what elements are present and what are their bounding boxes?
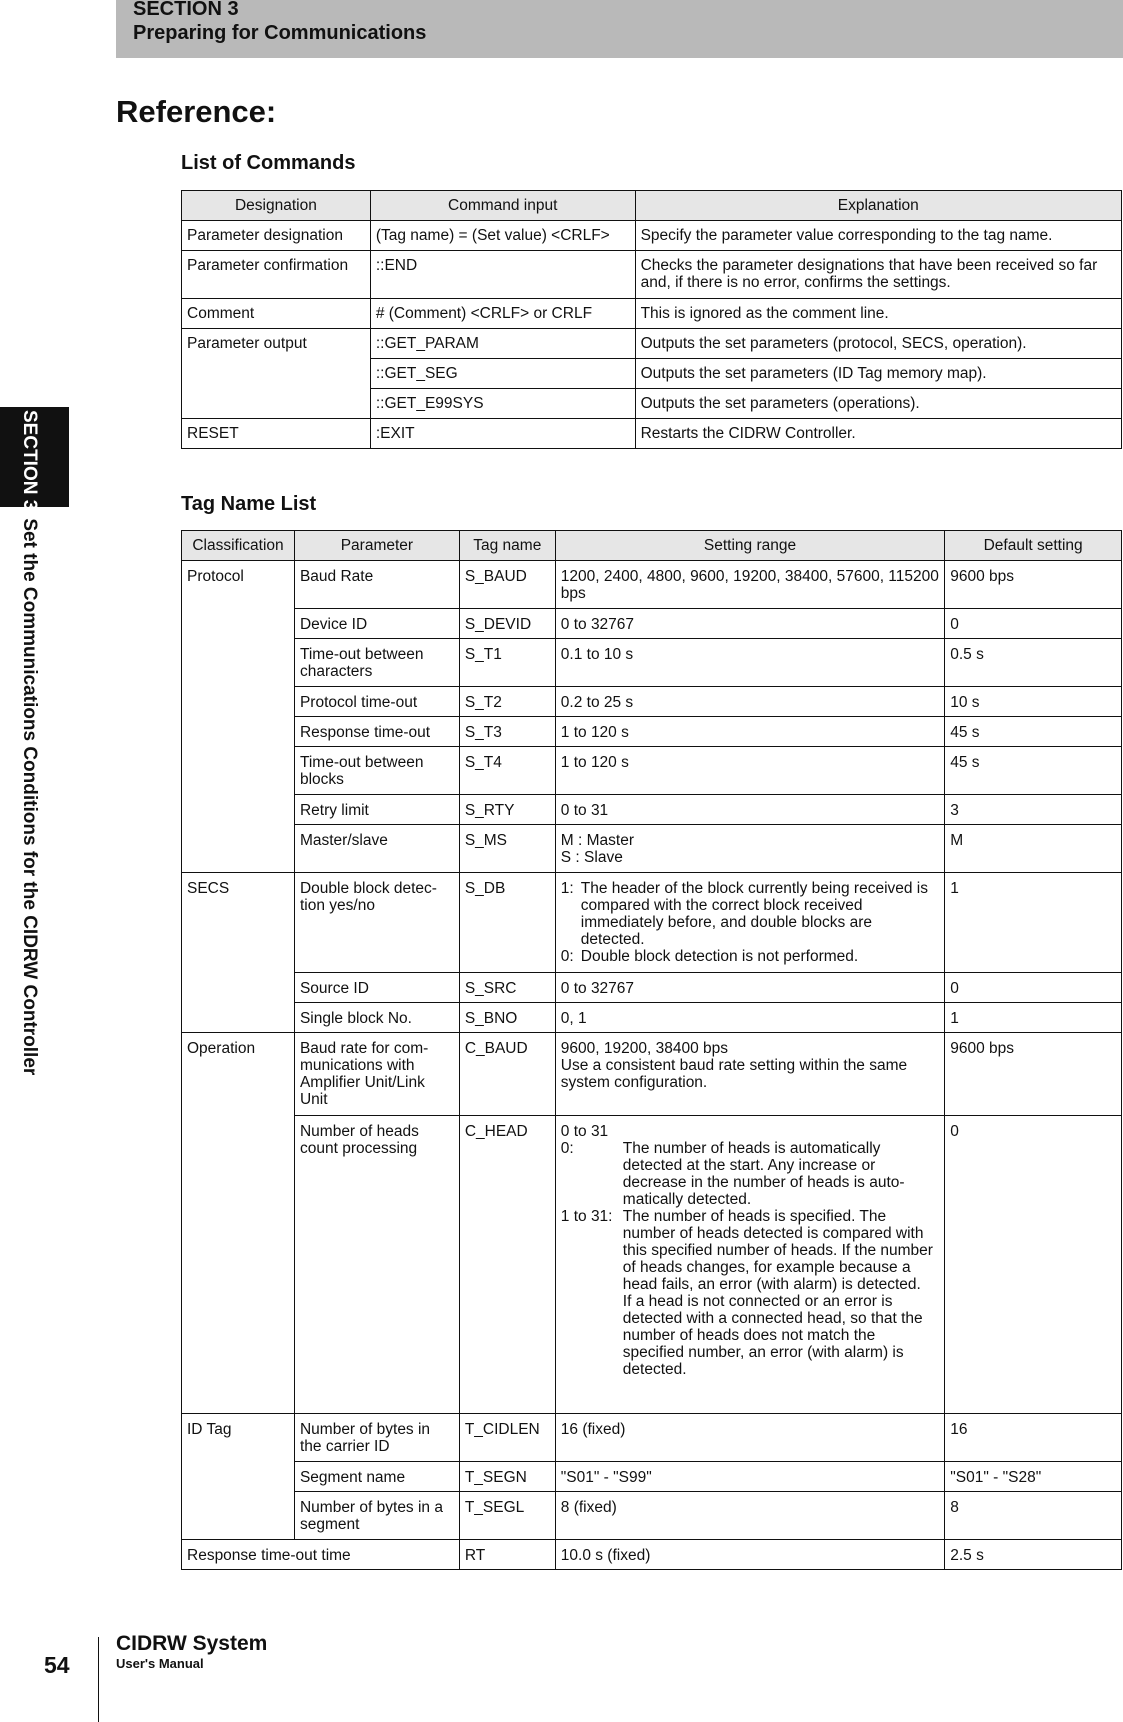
table-row xyxy=(182,717,1122,747)
cell: 1 xyxy=(945,1003,1122,1033)
table-row xyxy=(182,1492,1122,1540)
cell: 0 xyxy=(945,1116,1122,1414)
section-number: SECTION 3 xyxy=(133,0,239,20)
table-row xyxy=(182,221,1122,251)
table-row xyxy=(182,251,1122,299)
cell: S_T2 xyxy=(459,687,555,717)
cell: 0 xyxy=(945,973,1122,1003)
table-row xyxy=(182,687,1122,717)
cell: Device ID xyxy=(294,609,459,639)
table-row xyxy=(182,747,1122,795)
commands-header-row xyxy=(182,191,1122,221)
column-header: Setting range xyxy=(555,531,944,561)
footer-manual: User's Manual xyxy=(116,1656,204,1671)
range-item xyxy=(561,1293,939,1378)
cell: Comment xyxy=(182,299,371,329)
cell: 3 xyxy=(945,795,1122,825)
cell: S_BNO xyxy=(459,1003,555,1033)
cell: 16 xyxy=(945,1414,1122,1462)
cell: 1 xyxy=(945,873,1122,973)
cell: Baud rate for com-munications with Amplifier Unit/Link Unit xyxy=(294,1033,459,1116)
cell xyxy=(555,873,944,973)
cell: ::GET_PARAM xyxy=(370,329,635,359)
cell: 0 xyxy=(945,609,1122,639)
range-text: The number of heads is automatically detected at the start. Any increase or decrease in the number of heads is auto-matically detected. xyxy=(622,1140,905,1208)
cell: ::GET_E99SYS xyxy=(370,389,635,419)
cell: T_CIDLEN xyxy=(459,1414,555,1462)
cell: 16 (fixed) xyxy=(555,1414,944,1462)
table-row xyxy=(182,973,1122,1003)
range-text: The number of heads is specified. The number of heads detected is compared with this specified number of heads. If the number of heads changes, for example because a head fails, an error (with alarm) is detected. xyxy=(622,1208,933,1293)
range-label: 1 to 31: xyxy=(560,1208,613,1225)
table-row xyxy=(182,795,1122,825)
page-heading: Reference: xyxy=(116,94,277,129)
range-item xyxy=(561,880,939,948)
range-item xyxy=(561,1208,939,1293)
cell: # (Comment) <CRLF> or CRLF xyxy=(370,299,635,329)
cell: 10 s xyxy=(945,687,1122,717)
classification-cell: Operation xyxy=(182,1033,295,1414)
range-label: 0: xyxy=(560,1140,574,1157)
cell: Parameter output xyxy=(182,329,371,419)
range-text: If a head is not connected or an error is detected with a connected head, so that the number of heads does not match the specified number, an error (with alarm) is detected. xyxy=(622,1293,923,1378)
cell: S_SRC xyxy=(459,973,555,1003)
cell xyxy=(555,1116,944,1414)
cell: C_HEAD xyxy=(459,1116,555,1414)
table-row xyxy=(182,561,1122,609)
footer-divider xyxy=(98,1637,99,1722)
footer-product: CIDRW System xyxy=(116,1632,268,1655)
cell: 0 to 31 xyxy=(555,795,944,825)
cell: This is ignored as the comment line. xyxy=(635,299,1121,329)
range-item xyxy=(561,1140,939,1208)
cell: 0 to 32767 xyxy=(555,973,944,1003)
column-header: Command input xyxy=(370,191,635,221)
range-text: The header of the block currently being received is compared with the correct block received immediately before, and double blocks are detected. xyxy=(580,880,929,948)
column-header: Default setting xyxy=(945,531,1122,561)
cell: C_BAUD xyxy=(459,1033,555,1116)
cell: (Tag name) = (Set value) <CRLF> xyxy=(370,221,635,251)
page-number: 54 xyxy=(44,1652,70,1678)
side-tab-title: Set the Communications Conditions for the CIDRW Controller xyxy=(19,518,40,1076)
range-item xyxy=(561,948,939,965)
cell: T_SEGN xyxy=(459,1462,555,1492)
cell: 0.5 s xyxy=(945,639,1122,687)
cell: Source ID xyxy=(294,973,459,1003)
table-row xyxy=(182,1033,1122,1116)
table-row xyxy=(182,419,1122,449)
range-line: 0 to 31 xyxy=(560,1123,609,1140)
cell: Protocol time-out xyxy=(294,687,459,717)
cell: Single block No. xyxy=(294,1003,459,1033)
commands-title: List of Commands xyxy=(181,152,356,174)
table-row xyxy=(182,639,1122,687)
cell: Outputs the set parameters (protocol, SECS, operation). xyxy=(635,329,1121,359)
cell: 1200, 2400, 4800, 9600, 19200, 38400, 57600, 115200 bps xyxy=(555,561,944,609)
cell: 8 (fixed) xyxy=(555,1492,944,1540)
column-header: Tag name xyxy=(459,531,555,561)
section-header-bar xyxy=(116,0,1123,58)
cell xyxy=(555,1033,944,1116)
cell: Double block detec-tion yes/no xyxy=(294,873,459,973)
table-row xyxy=(182,825,1122,873)
column-header: Parameter xyxy=(294,531,459,561)
cell: Parameter confirmation xyxy=(182,251,371,299)
classification-cell: Protocol xyxy=(182,561,295,873)
cell: S_DEVID xyxy=(459,609,555,639)
cell: 1 to 120 s xyxy=(555,717,944,747)
table-row xyxy=(182,1116,1122,1414)
cell: Specify the parameter value corresponding to the tag name. xyxy=(635,221,1121,251)
cell: S_MS xyxy=(459,825,555,873)
cell: S_BAUD xyxy=(459,561,555,609)
commands-table xyxy=(181,190,1122,449)
cell: Checks the parameter designations that have been received so far and, if there is no error, confirms the settings. xyxy=(635,251,1121,299)
cell xyxy=(555,825,944,873)
cell: Time-out between blocks xyxy=(294,747,459,795)
cell: Number of bytes in the carrier ID xyxy=(294,1414,459,1462)
cell: 0.2 to 25 s xyxy=(555,687,944,717)
cell: 10.0 s (fixed) xyxy=(555,1540,944,1570)
cell: "S01" - "S99" xyxy=(555,1462,944,1492)
column-header: Classification xyxy=(182,531,295,561)
column-header: Explanation xyxy=(635,191,1121,221)
cell: 0 to 32767 xyxy=(555,609,944,639)
cell: Response time-out xyxy=(294,717,459,747)
cell-line: Use a consistent baud rate setting within the same system configuration. xyxy=(560,1057,908,1091)
cell: ::END xyxy=(370,251,635,299)
cell: Number of bytes in a segment xyxy=(294,1492,459,1540)
cell: Parameter designation xyxy=(182,221,371,251)
cell: Segment name xyxy=(294,1462,459,1492)
cell-line: S : Slave xyxy=(560,849,623,866)
cell: Outputs the set parameters (operations). xyxy=(635,389,1121,419)
cell: 45 s xyxy=(945,747,1122,795)
cell: 0.1 to 10 s xyxy=(555,639,944,687)
cell: S_RTY xyxy=(459,795,555,825)
cell: S_T4 xyxy=(459,747,555,795)
cell: 9600 bps xyxy=(945,561,1122,609)
section-title: Preparing for Communications xyxy=(133,22,427,44)
cell: Baud Rate xyxy=(294,561,459,609)
table-row xyxy=(182,299,1122,329)
side-tab-text xyxy=(18,410,40,1075)
classification-cell: ID Tag xyxy=(182,1414,295,1540)
cell: Restarts the CIDRW Controller. xyxy=(635,419,1121,449)
table-row xyxy=(182,329,1122,359)
cell: RESET xyxy=(182,419,371,449)
cell-line: 9600, 19200, 38400 bps xyxy=(560,1040,728,1057)
range-text: Double block detection is not performed. xyxy=(580,948,859,965)
cell: Number of heads count processing xyxy=(294,1116,459,1414)
cell: Retry limit xyxy=(294,795,459,825)
range-label: 0: xyxy=(560,948,574,965)
cell: S_T3 xyxy=(459,717,555,747)
table-row xyxy=(182,1414,1122,1462)
cell: RT xyxy=(459,1540,555,1570)
cell: Master/slave xyxy=(294,825,459,873)
tag-name-table xyxy=(181,530,1122,1570)
cell-line: M : Master xyxy=(560,832,634,849)
table-row xyxy=(182,1462,1122,1492)
cell: T_SEGL xyxy=(459,1492,555,1540)
tags-header-row xyxy=(182,531,1122,561)
cell: 9600 bps xyxy=(945,1033,1122,1116)
cell: M xyxy=(945,825,1122,873)
table-row xyxy=(182,609,1122,639)
table-row xyxy=(182,873,1122,973)
tags-title: Tag Name List xyxy=(181,493,317,515)
table-row xyxy=(182,1003,1122,1033)
cell: 45 s xyxy=(945,717,1122,747)
cell: S_DB xyxy=(459,873,555,973)
cell: 2.5 s xyxy=(945,1540,1122,1570)
column-header: Designation xyxy=(182,191,371,221)
cell: ::GET_SEG xyxy=(370,359,635,389)
side-tab-section: SECTION 3 xyxy=(19,410,40,511)
cell: :EXIT xyxy=(370,419,635,449)
cell: 8 xyxy=(945,1492,1122,1540)
cell: S_T1 xyxy=(459,639,555,687)
range-label: 1: xyxy=(560,880,574,897)
cell: "S01" - "S28" xyxy=(945,1462,1122,1492)
cell: 1 to 120 s xyxy=(555,747,944,795)
table-row xyxy=(182,1540,1122,1570)
cell: Time-out between characters xyxy=(294,639,459,687)
cell: 0, 1 xyxy=(555,1003,944,1033)
cell: Response time-out time xyxy=(182,1540,460,1570)
classification-cell: SECS xyxy=(182,873,295,1033)
cell: Outputs the set parameters (ID Tag memory map). xyxy=(635,359,1121,389)
